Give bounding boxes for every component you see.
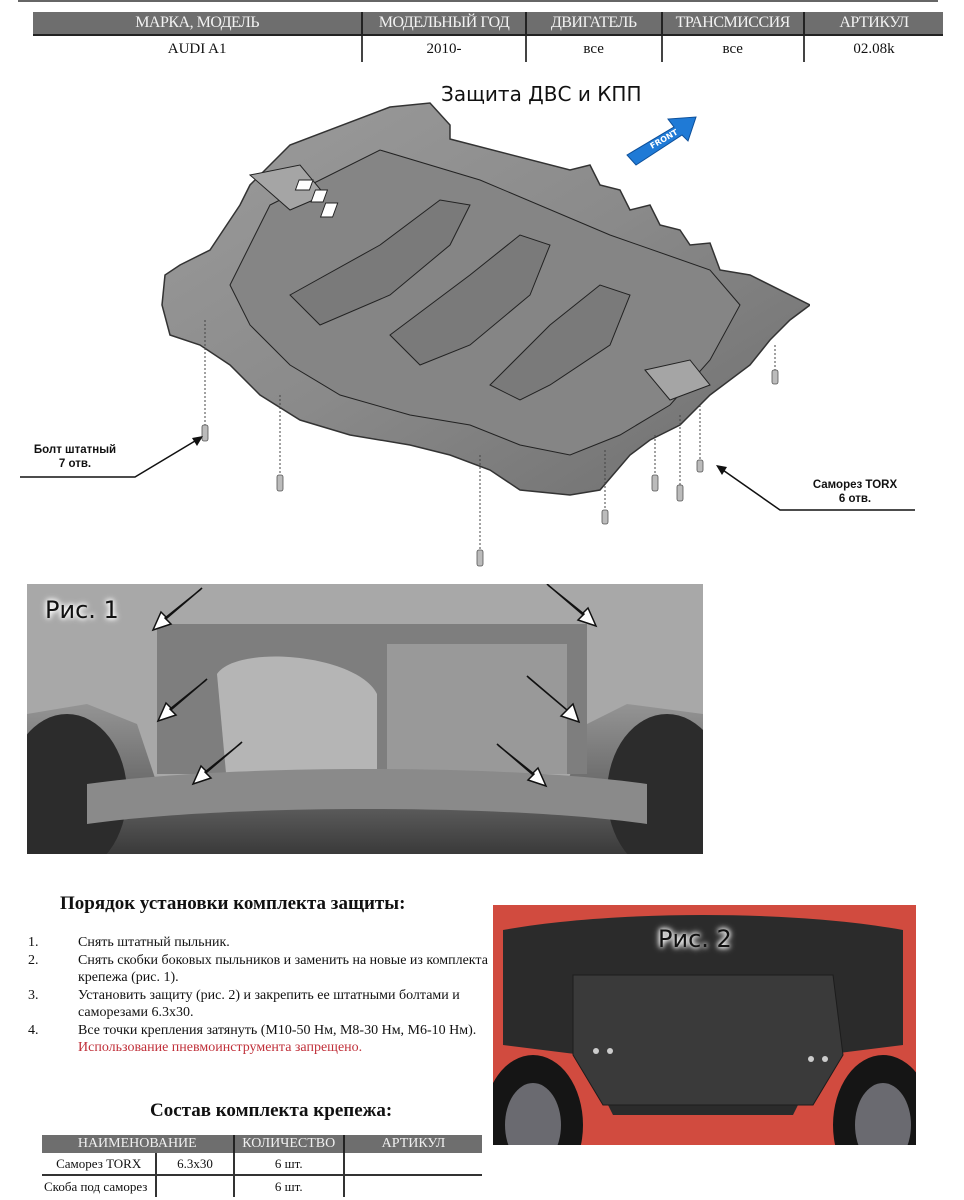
step-text: Снять штатный пыльник. bbox=[78, 935, 230, 950]
skid-plate bbox=[162, 103, 810, 495]
callout-standard-bolt-count: 7 отв. bbox=[58, 458, 92, 470]
step-text: Установить защиту (рис. 2) и закрепить ее штатными болтами и саморезами 6.3x30. bbox=[78, 987, 460, 1020]
kit-row bbox=[42, 1175, 482, 1197]
install-step bbox=[28, 987, 488, 1022]
top-rule bbox=[18, 0, 938, 2]
install-step bbox=[28, 952, 488, 987]
kit-header-row bbox=[42, 1135, 482, 1153]
kit-header-article: АРТИКУЛ bbox=[344, 1135, 482, 1153]
spec-header-transmission: ТРАНСМИССИЯ bbox=[662, 12, 804, 35]
install-step bbox=[28, 934, 488, 952]
spec-header-article: АРТИКУЛ bbox=[804, 12, 943, 35]
step-number: 3. bbox=[28, 987, 39, 1003]
spec-engine: все bbox=[526, 35, 662, 62]
front-arrow-icon bbox=[622, 113, 702, 168]
install-steps bbox=[28, 934, 488, 1057]
photo-fig2 bbox=[493, 905, 916, 1171]
kit-item-name: Саморез TORX bbox=[42, 1153, 156, 1175]
spec-year: 2010- bbox=[362, 35, 526, 62]
spec-header-row bbox=[33, 12, 943, 35]
callout-standard-bolt-name: Болт штатный bbox=[33, 444, 117, 456]
spec-table bbox=[33, 12, 943, 62]
pneumatic-tool-warning: Использование пневмоинструмента запрещено. bbox=[78, 1040, 363, 1055]
spec-transmission: все bbox=[662, 35, 804, 62]
spec-article: 02.08k bbox=[804, 35, 943, 62]
kit-row bbox=[42, 1153, 482, 1175]
callout-torx-screw-count: 6 отв. bbox=[838, 493, 872, 505]
skid-plate-diagram bbox=[150, 95, 810, 575]
kit-item-name: Скоба под саморез bbox=[44, 1178, 148, 1194]
kit-item-size: 6.3x30 bbox=[156, 1153, 233, 1175]
install-title: Порядок установки комплекта защиты: bbox=[60, 893, 406, 914]
spec-header-year: МОДЕЛЬНЫЙ ГОД bbox=[362, 12, 526, 35]
kit-item-article bbox=[344, 1175, 482, 1197]
step-number: 2. bbox=[28, 952, 39, 968]
step-number: 1. bbox=[28, 935, 39, 950]
kit-item-qty: 6 шт. bbox=[234, 1153, 344, 1175]
install-step bbox=[28, 1022, 488, 1057]
spec-header-model: МАРКА, МОДЕЛЬ bbox=[33, 12, 362, 35]
photo-fig1-label: Рис. 1 bbox=[45, 596, 119, 624]
kit-item-size bbox=[156, 1175, 233, 1197]
callout-torx-screw-name: Саморез TORX bbox=[812, 479, 898, 491]
kit-header-name: НАИМЕНОВАНИЕ bbox=[42, 1135, 234, 1153]
callout-torx-screw bbox=[800, 478, 910, 506]
spec-header-engine: ДВИГАТЕЛЬ bbox=[526, 12, 662, 35]
step-text: Снять скобки боковых пыльников и заменить на новые из комплекта крепежа (рис. 1). bbox=[78, 952, 488, 985]
kit-header-qty: КОЛИЧЕСТВО bbox=[234, 1135, 344, 1153]
kit-item-article bbox=[344, 1153, 482, 1175]
photo-fig2-label: Рис. 2 bbox=[658, 925, 732, 953]
step-text: Все точки крепления затянуть (M10-50 Нм, M8-30 Нм, M6-10 Нм). bbox=[78, 1022, 477, 1038]
step-number: 4. bbox=[28, 1022, 39, 1038]
kit-table bbox=[42, 1135, 482, 1197]
spec-row bbox=[33, 35, 943, 62]
photo-fig1 bbox=[27, 584, 703, 854]
callout-standard-bolt bbox=[30, 443, 120, 471]
kit-title: Состав комплекта крепежа: bbox=[150, 1100, 393, 1121]
photo-fig1-illustration bbox=[27, 584, 703, 854]
kit-item-qty: 6 шт. bbox=[234, 1175, 344, 1197]
diagram-title: Защита ДВС и КПП bbox=[441, 82, 642, 106]
step-text-wrap bbox=[78, 1022, 488, 1057]
spec-model: AUDI A1 bbox=[167, 40, 227, 57]
front-label: FRONT bbox=[648, 127, 680, 151]
